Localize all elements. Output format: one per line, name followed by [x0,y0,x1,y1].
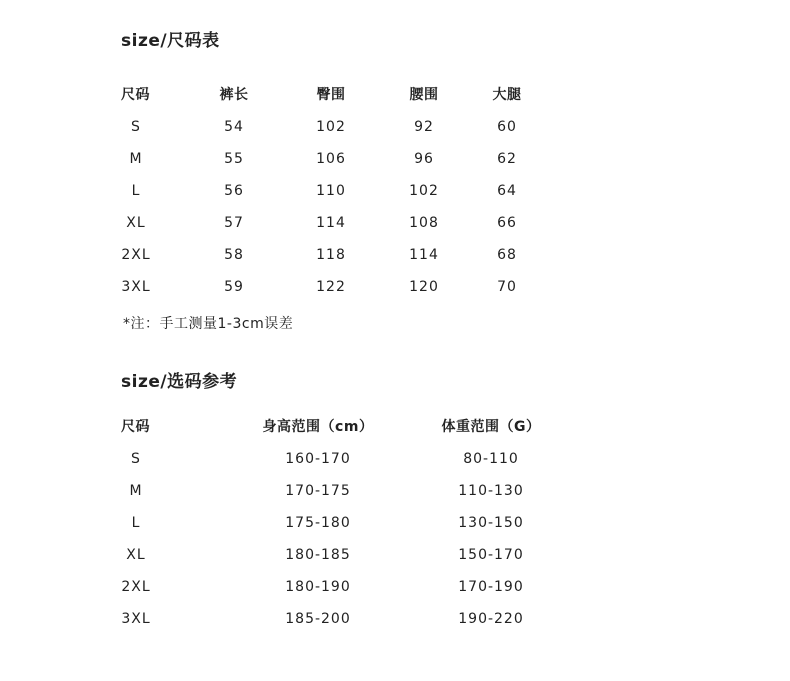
size-chart-title: size/尺码表 [121,31,220,51]
table-cell: M [129,151,143,167]
column-header: 体重范围（G） [441,419,541,435]
table-cell: 62 [497,151,517,167]
table-cell: 108 [409,215,439,231]
column-header: 尺码 [121,87,150,103]
table-cell: 110 [316,183,346,199]
table-cell: 160-170 [285,451,351,467]
table-cell: 68 [497,247,517,263]
table-cell: 170-175 [285,483,351,499]
column-header: 腰围 [409,87,439,103]
table-cell: 66 [497,215,517,231]
table-cell: XL [126,215,146,231]
table-cell: 190-220 [458,611,524,627]
column-header: 臀围 [316,87,346,103]
table-cell: L [131,515,141,531]
table-cell: S [131,119,141,135]
table-cell: 57 [224,215,244,231]
table-cell: 56 [224,183,244,199]
table-cell: 114 [316,215,346,231]
table-cell: 122 [316,279,346,295]
table-cell: 3XL [121,279,151,295]
measurement-note: *注：手工测量1-3cm误差 [123,316,294,332]
table-cell: 55 [224,151,244,167]
table-cell: 102 [316,119,346,135]
table-cell: 58 [224,247,244,263]
table-cell: 2XL [121,579,151,595]
table-cell: 102 [409,183,439,199]
table-cell: M [129,483,143,499]
table-cell: L [131,183,141,199]
table-cell: 114 [409,247,439,263]
table-cell: 3XL [121,611,151,627]
table-cell: 64 [497,183,517,199]
table-cell: 120 [409,279,439,295]
column-header: 尺码 [121,419,150,435]
table-cell: 70 [497,279,517,295]
table-cell: 92 [414,119,434,135]
size-reference-title: size/选码参考 [121,372,238,392]
table-cell: 180-190 [285,579,351,595]
table-cell: 170-190 [458,579,524,595]
table-cell: 185-200 [285,611,351,627]
table-cell: 59 [224,279,244,295]
table-cell: 60 [497,119,517,135]
table-cell: 80-110 [463,451,519,467]
table-cell: 110-130 [458,483,524,499]
table-cell: 150-170 [458,547,524,563]
table-cell: 2XL [121,247,151,263]
column-header: 身高范围（cm） [262,419,374,435]
table-cell: 106 [316,151,346,167]
table-cell: 180-185 [285,547,351,563]
column-header: 裤长 [219,87,249,103]
table-cell: 96 [414,151,434,167]
table-cell: 175-180 [285,515,351,531]
table-cell: 118 [316,247,346,263]
table-cell: 54 [224,119,244,135]
column-header: 大腿 [492,87,522,103]
table-cell: 130-150 [458,515,524,531]
table-cell: XL [126,547,146,563]
table-cell: S [131,451,141,467]
